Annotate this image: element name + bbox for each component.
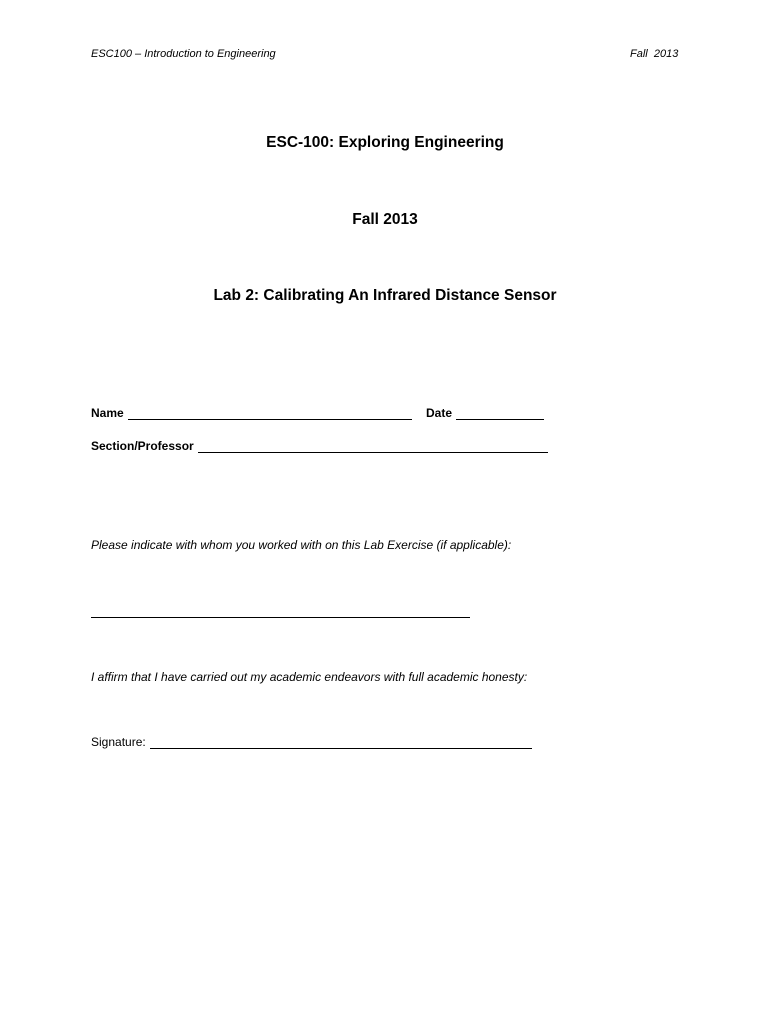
signature-field[interactable]	[150, 736, 532, 749]
header-term: Fall 2013	[630, 48, 679, 60]
date-row	[426, 406, 544, 420]
affirmation-statement: I affirm that I have carried out my academic endeavors with full academic honesty:	[91, 670, 528, 684]
name-row	[91, 406, 412, 420]
name-label: Name	[91, 406, 124, 420]
collaboration-prompt: Please indicate with whom you worked with on this Lab Exercise (if applicable):	[91, 538, 512, 552]
lab-title: Lab 2: Calibrating An Infrared Distance Sensor	[213, 287, 557, 304]
date-field[interactable]	[456, 407, 544, 420]
section-label: Section/Professor	[91, 439, 194, 453]
course-title: ESC-100: Exploring Engineering	[266, 134, 504, 151]
date-label: Date	[426, 406, 453, 420]
signature-row	[91, 735, 532, 749]
header-course-name: ESC100 – Introduction to Engineering	[91, 48, 276, 60]
signature-label: Signature:	[91, 735, 146, 749]
section-row	[91, 439, 548, 453]
name-field[interactable]	[128, 407, 412, 420]
section-field[interactable]	[198, 440, 548, 453]
term-title: Fall 2013	[352, 211, 418, 228]
collaborators-field[interactable]	[91, 617, 470, 618]
